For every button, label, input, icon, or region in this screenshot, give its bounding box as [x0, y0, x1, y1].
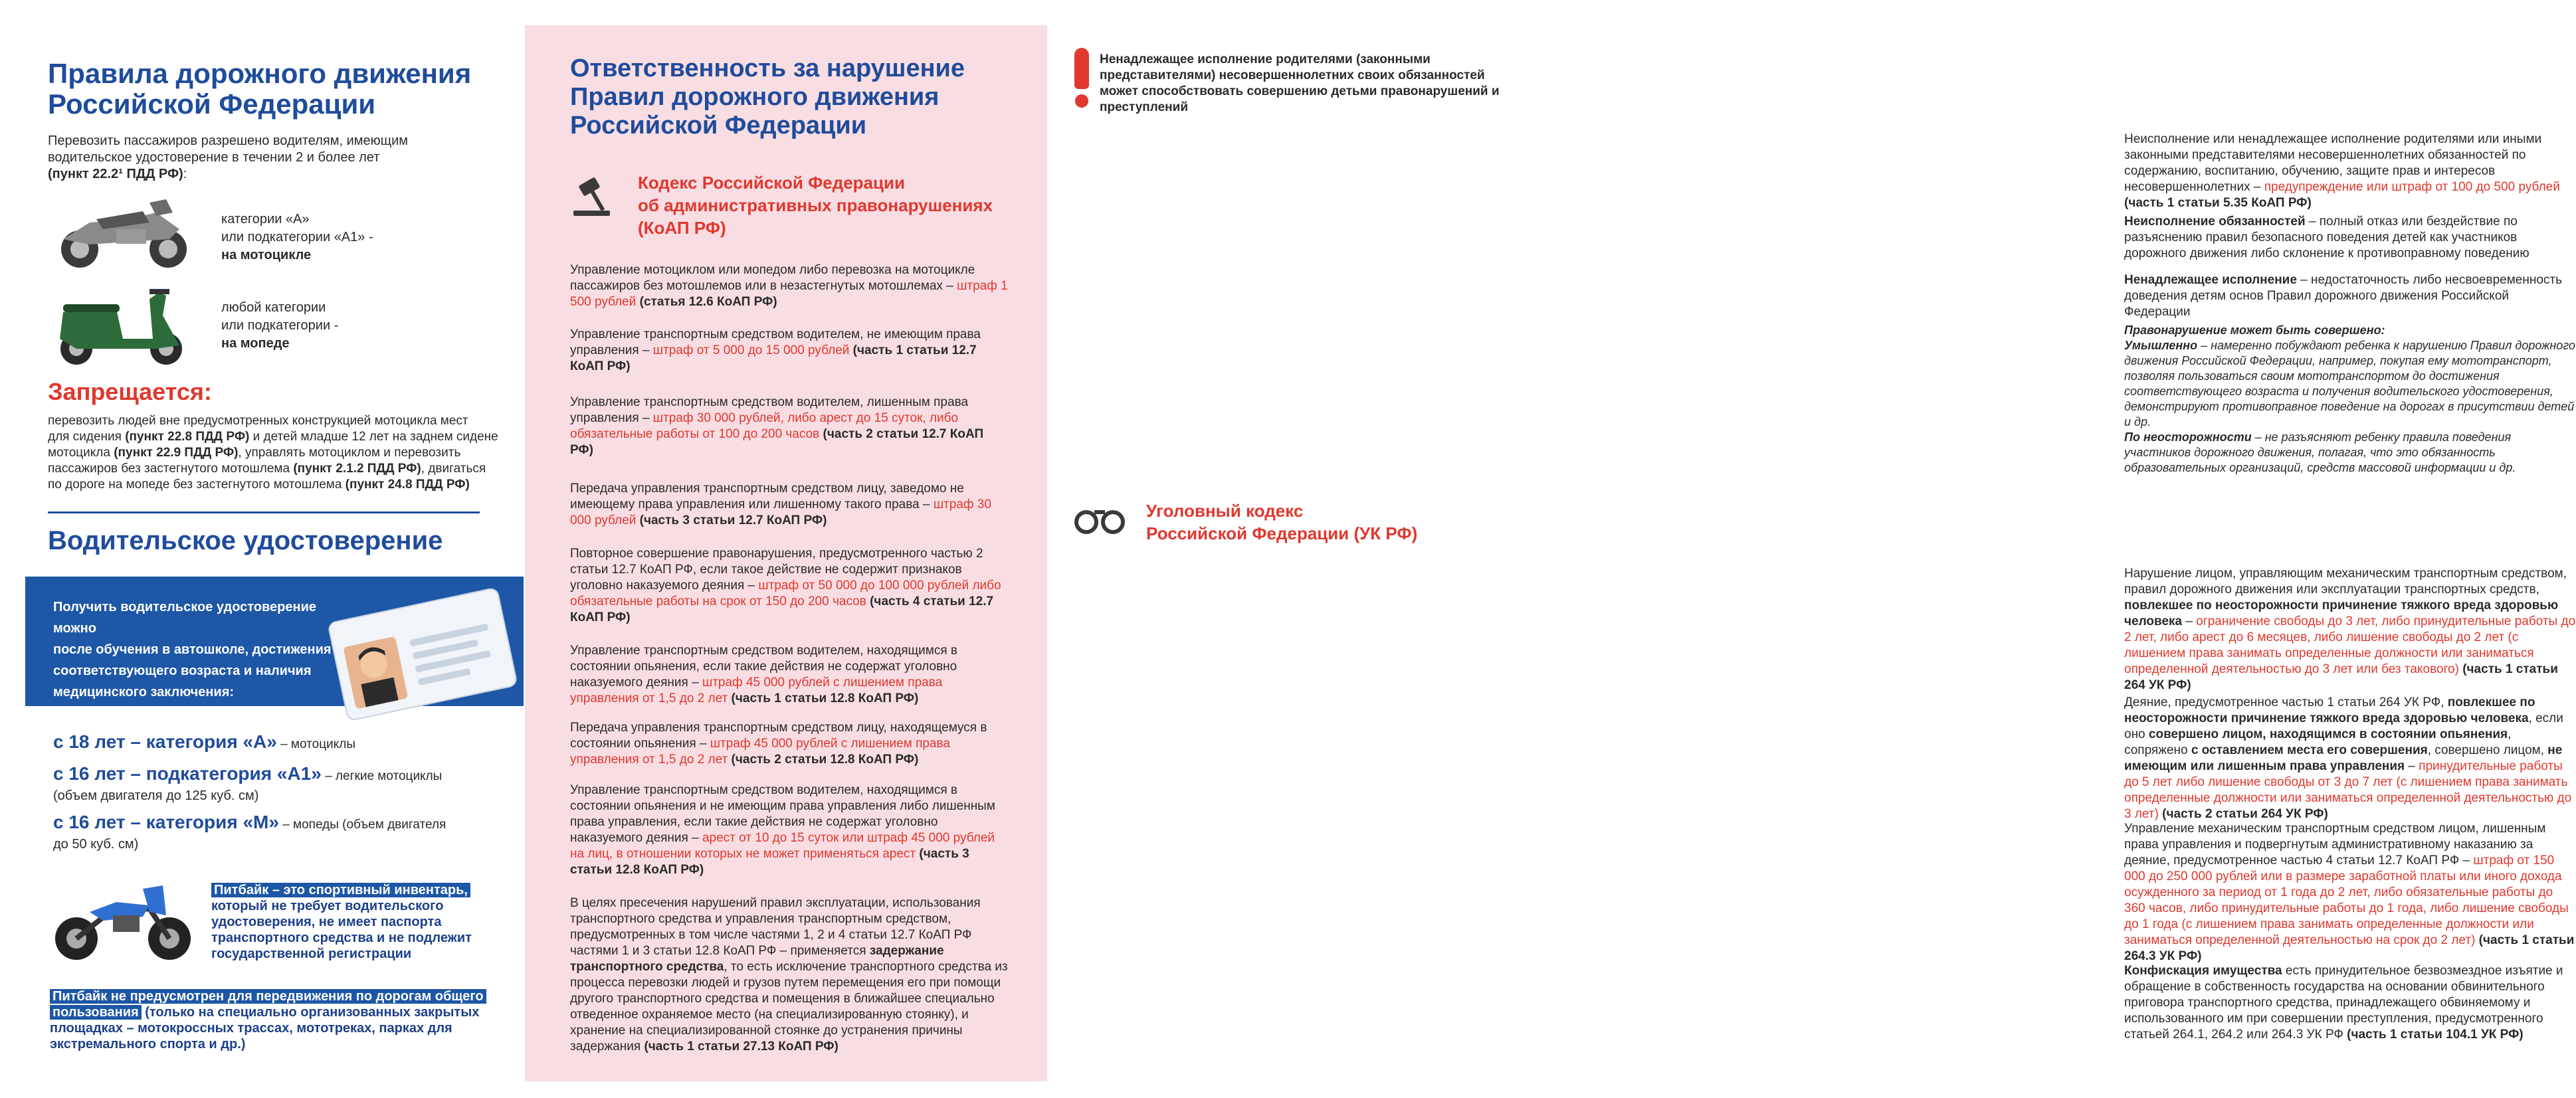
column-parents [1050, 0, 2576, 1098]
uk-heading [1146, 500, 1492, 545]
koap-item: Управление транспортным средством водителем, не имеющим права управления – штраф от 5 000 до 15 000 рублей (часть 1 статьи 12.7 КоАП РФ) [570, 327, 981, 373]
traffic-rules-title-line2: Российской Федерации [48, 88, 376, 120]
koap-item: Передача управления транспортным средством лицу, находящемуся в состоянии опьянения – штраф 45 000 рублей с лишением права управления от 1,5 до 2 лет (часть 2 статьи 12.8 КоАП РФ) [570, 721, 987, 767]
pitbike-line: удостоверения, не имеет паспорта [211, 915, 442, 929]
koap-item: Управление транспортным средством водителем, находящимся в состоянии опьянения и не имеющим права управления либо лишенным права управления, если такие действия не содержат уголовно наказуемого деяния – арест от 10 до 15 суток или штраф 45 000 рублей на лиц, в отношении которых не может применяться арест (часть 3 статьи 12.8 КоАП РФ) [570, 783, 995, 877]
moped-text [221, 299, 434, 353]
category-a1: с 16 лет – подкатегория «А1» – легкие мотоциклы [53, 763, 443, 784]
forbidden-title: Запрещается: [48, 378, 212, 405]
forbidden-line: пассажиров без застегнутого мотошлема (пункт 2.1.2 ПДД РФ), двигаться [48, 462, 486, 476]
section-divider [48, 511, 480, 513]
pitbike-note-highlight2: пользования [50, 1005, 142, 1020]
uk-item: Управление механическим транспортным средством лицом, лишенным права управления и подвергнутым административному наказанию за деяние, предусмотренное частью 4 статьи 12.7 КоАП РФ – штраф от 150 000 до 250 000 рублей или в размере заработной платы или иного дохода осужденного за период от 1 года до 2 лет, либо обязательные работы до 360 часов, либо принудительные работы до 1 года, либо лишение свободы до 1 года (с лишением права занимать определенные должности или заниматься определенной деятельностью на срок до 2 лет) (часть 1 статьи 264.3 УК РФ) [2124, 822, 2575, 963]
moped-line2: или подкатегории - [221, 318, 339, 333]
pitbike-line: Питбайк – это спортивный инвентарь, [211, 883, 470, 897]
koap-item: Передача управления транспортным средством лицу, заведомо не имеющему права управления или лишенному такого права – штраф 30 000 рублей (часть 3 статьи 12.7 КоАП РФ) [570, 482, 991, 527]
responsibility-title-line: Правил дорожного движения [570, 83, 940, 111]
pitbike-icon [50, 875, 196, 965]
gavel-icon [570, 174, 623, 217]
moped-line1: любой категории [221, 300, 326, 315]
responsibility-title-line: Российской Федерации [570, 112, 867, 139]
category-m-extra: до 50 куб. см) [53, 837, 139, 852]
intro-tail: : [183, 167, 187, 181]
confiscation-text: Конфискация имущества есть принудительное безвозмездное изъятие и обращение в собственность государства на основании обвинительного приговора транспортного средства, принадлежащего обвиняемому и использованного им при совершении преступления, предусмотренного статьей 264.1, 264.2 или 264.3 УК РФ (часть 1 статьи 104.1 УК РФ) [2124, 964, 2563, 1042]
category-a: с 18 лет – категория «А» – мотоциклы [53, 731, 355, 752]
koap-heading-line: (КоАП РФ) [638, 218, 726, 238]
forbidden-line: перевозить людей вне предусмотренных конструкцией мотоцикла мест [48, 414, 468, 428]
forbidden-line: по дороге на мопеде без застегнутого мотошлема (пункт 24.8 ПДД РФ) [48, 478, 470, 492]
banner-line: соответствующего возраста и наличия [53, 664, 312, 678]
forbidden-text [48, 413, 506, 493]
pitbike-line: государственной регистрации [211, 947, 412, 961]
koap-heading-line: Кодекс Российской Федерации [638, 173, 905, 193]
moped-icon [50, 286, 196, 369]
license-card-icon [322, 585, 522, 717]
uk-heading-line: Уголовный кодекс [1146, 501, 1304, 521]
traffic-rules-title [48, 58, 513, 120]
pitbike-note-rest: (только на специально организованных закрытых площадках – мотокроссных трассах, мототреках, парках для экстремального спорта и др.) [50, 1005, 480, 1052]
parent-obligations-text: Неисполнение или ненадлежащее исполнение родителями или иными законными представителями несовершеннолетних обязанностей по содержанию, воспитанию, обучению, защите прав и интересов несовершеннолетних – предупреждение или штраф от 100 до 500 рублей (часть 1 статьи 5.35 КоАП РФ) [2124, 132, 2560, 210]
uk-item: Деяние, предусмотренное частью 1 статьи 264 УК РФ, повлекшее по неосторожности причинение тяжкого вреда здоровью человека, если оно совершено лицом, находящимся в состоянии опьянения, сопряжено с оставлением места его совершения, совершено лицом, не имеющим или лишенным права управления – принудительные работы до 5 лет либо лишение свободы от 3 до 7 лет (с лишением права занимать определенные должности или заниматься определенной деятельностью до 3 лет) (часть 2 статьи 264 УК РФ) [2124, 695, 2572, 821]
motorcycle-line1: категории «А» [221, 212, 310, 227]
responsibility-title [570, 54, 1022, 140]
intentional-def: Умышленно – намеренно побуждают ребенка к нарушению Правил дорожного движения Российской Федерации, например, покупая ему мототранспорт, позволяя пользоваться своим мототранспортом до достижения соответствующего возраста и получения водительского удостоверения, демонстрируют противоправное поведение на дорогах в присутствии детей и др. [2124, 339, 2576, 428]
pitbike-line: транспортного средства и не подлежит [211, 931, 472, 945]
koap-heading [638, 171, 1037, 239]
intro-ref: (пункт 22.2¹ ПДД РФ) [48, 167, 183, 181]
motorcycle-icon [50, 193, 196, 272]
banner-line: Получить водительское удостоверение можно [53, 600, 317, 636]
responsibility-title-line: Ответственность за нарушение [570, 54, 965, 82]
motorcycle-line3: на мотоцикле [221, 248, 312, 262]
passenger-intro [48, 133, 473, 183]
negligence-def: По неосторожности – не разъясняют ребенку правила поведения участников дорожного движения, полагая, что это обязанность образовательных организаций, средств массовой информации и др. [2124, 430, 2516, 474]
motorcycle-line2: или подкатегории «А1» - [221, 230, 373, 244]
forbidden-line: для сидения (пункт 22.8 ПДД РФ) и детей младше 12 лет на заднем сидене [48, 430, 498, 444]
category-m: с 16 лет – категория «М» – мопеды (объем двигателя [53, 812, 446, 832]
non-fulfillment-def: Неисполнение обязанностей – полный отказ или бездействие по разъяснению правил безопасного поведения детей как участников дорожного движения либо склонение к противоправному поведению [2124, 215, 2529, 260]
banner-text [53, 596, 332, 703]
license-title: Водительское удостоверение [48, 526, 443, 555]
koap-item: Управление транспортным средством водителем, находящимся в состоянии опьянения, если такие действия не содержат уголовно наказуемого деяния – штраф 45 000 рублей с лишением права управления от 1,5 до 2 лет (часть 1 статьи 12.8 КоАП РФ) [570, 644, 957, 705]
moped-line3: на мопеде [221, 336, 290, 351]
warning-text: Ненадлежащее исполнение родителями (законными представителями) несовершеннолетних своих обязанностей может способствовать совершению детьми правонарушений и преступлений [1100, 52, 1500, 114]
offense-forms [2124, 323, 2576, 476]
pitbike-text [211, 882, 490, 962]
category-a1-extra: (объем двигателя до 125 куб. см) [53, 788, 259, 803]
exclamation-icon [1072, 48, 1092, 114]
motorcycle-text [221, 211, 434, 264]
intro-line1: Перевозить пассажиров разрешено водителям, имеющим [48, 134, 409, 148]
koap-item: Управление транспортным средством водителем, лишенным права управления – штраф 30 000 рублей, либо арест до 15 суток, либо обязательные работы от 100 до 200 часов (часть 2 статьи 12.7 КоАП РФ) [570, 395, 984, 457]
forbidden-line: мотоцикла (пункт 22.9 ПДД РФ), управлять мотоциклом и перевозить [48, 446, 461, 460]
offense-forms-head: Правонарушение может быть совершено: [2124, 323, 2385, 337]
improper-fulfillment-def: Ненадлежащее исполнение – недостаточность либо несвоевременность доведения детям основ Правил дорожного движения Российской Федерации [2124, 273, 2562, 319]
traffic-rules-title-line1: Правила дорожного движения [48, 58, 472, 89]
koap-heading-line: об административных правонарушениях [638, 195, 993, 215]
banner-line: после обучения в автошколе, достижения [53, 642, 332, 657]
vehicle-detention-text: В целях пресечения нарушений правил эксплуатации, использования транспортного средства и управления транспортным средством, предусмотренных в том числе частями 1, 2 и 4 статьи 12.7 КоАП РФ частями 1 и 3 статьи 12.8 КоАП РФ – применяется задержание транспортного средства, то есть исключение транспортного средства из процесса перевозки людей и грузов путем перемещения его при помощи другого транспортного средства и помещения в ближайшее специально отведенное охраняемое место (на специализированную стоянку), и хранение на специализированной стоянке до устранения причины задержания (часть 1 статьи 27.13 КоАП РФ) [570, 896, 1008, 1053]
intro-line2: водительское удостоверение в течении 2 и более лет [48, 150, 380, 165]
handcuffs-icon [1073, 503, 1126, 537]
categories-list [53, 731, 518, 853]
koap-item: Повторное совершение правонарушения, предусмотренного частью 2 статьи 12.7 КоАП РФ, если такое действие не содержит признаков уголовно наказуемого деяния – штраф от 50 000 до 100 000 рублей либо обязательные работы на срок от 150 до 200 часов (часть 4 статьи 12.7 КоАП РФ) [570, 547, 1001, 624]
pitbike-note [50, 988, 502, 1052]
pitbike-note-highlight: Питбайк не предусмотрен для передвижения по дорогам общего [50, 989, 486, 1004]
uk-item: Нарушение лицом, управляющим механическим транспортным средством, правил дорожного движения или эксплуатации транспортных средств, повлекшее по неосторожности причинение тяжкого вреда здоровью человека – ограничение свободы до 3 лет, либо принудительные работы до 2 лет, либо арест до 6 месяцев, либо лишение свободы до 2 лет (с лишением права занимать определенные должности или заниматься определенной деятельностью до 3 лет или без такового) (часть 1 статьи 264 УК РФ) [2124, 567, 2576, 692]
pitbike-line: который не требует водительского [211, 899, 444, 913]
uk-heading-line: Российской Федерации (УК РФ) [1146, 523, 1418, 543]
column-traffic-rules [0, 0, 525, 1098]
banner-line: медицинского заключения: [53, 685, 235, 699]
koap-item: Управление мотоциклом или мопедом либо перевозка на мотоцикле пассажиров без мотошлемов или в незастегнутых мотошлемах – штраф 1 500 рублей (статья 12.6 КоАП РФ) [570, 263, 1008, 309]
